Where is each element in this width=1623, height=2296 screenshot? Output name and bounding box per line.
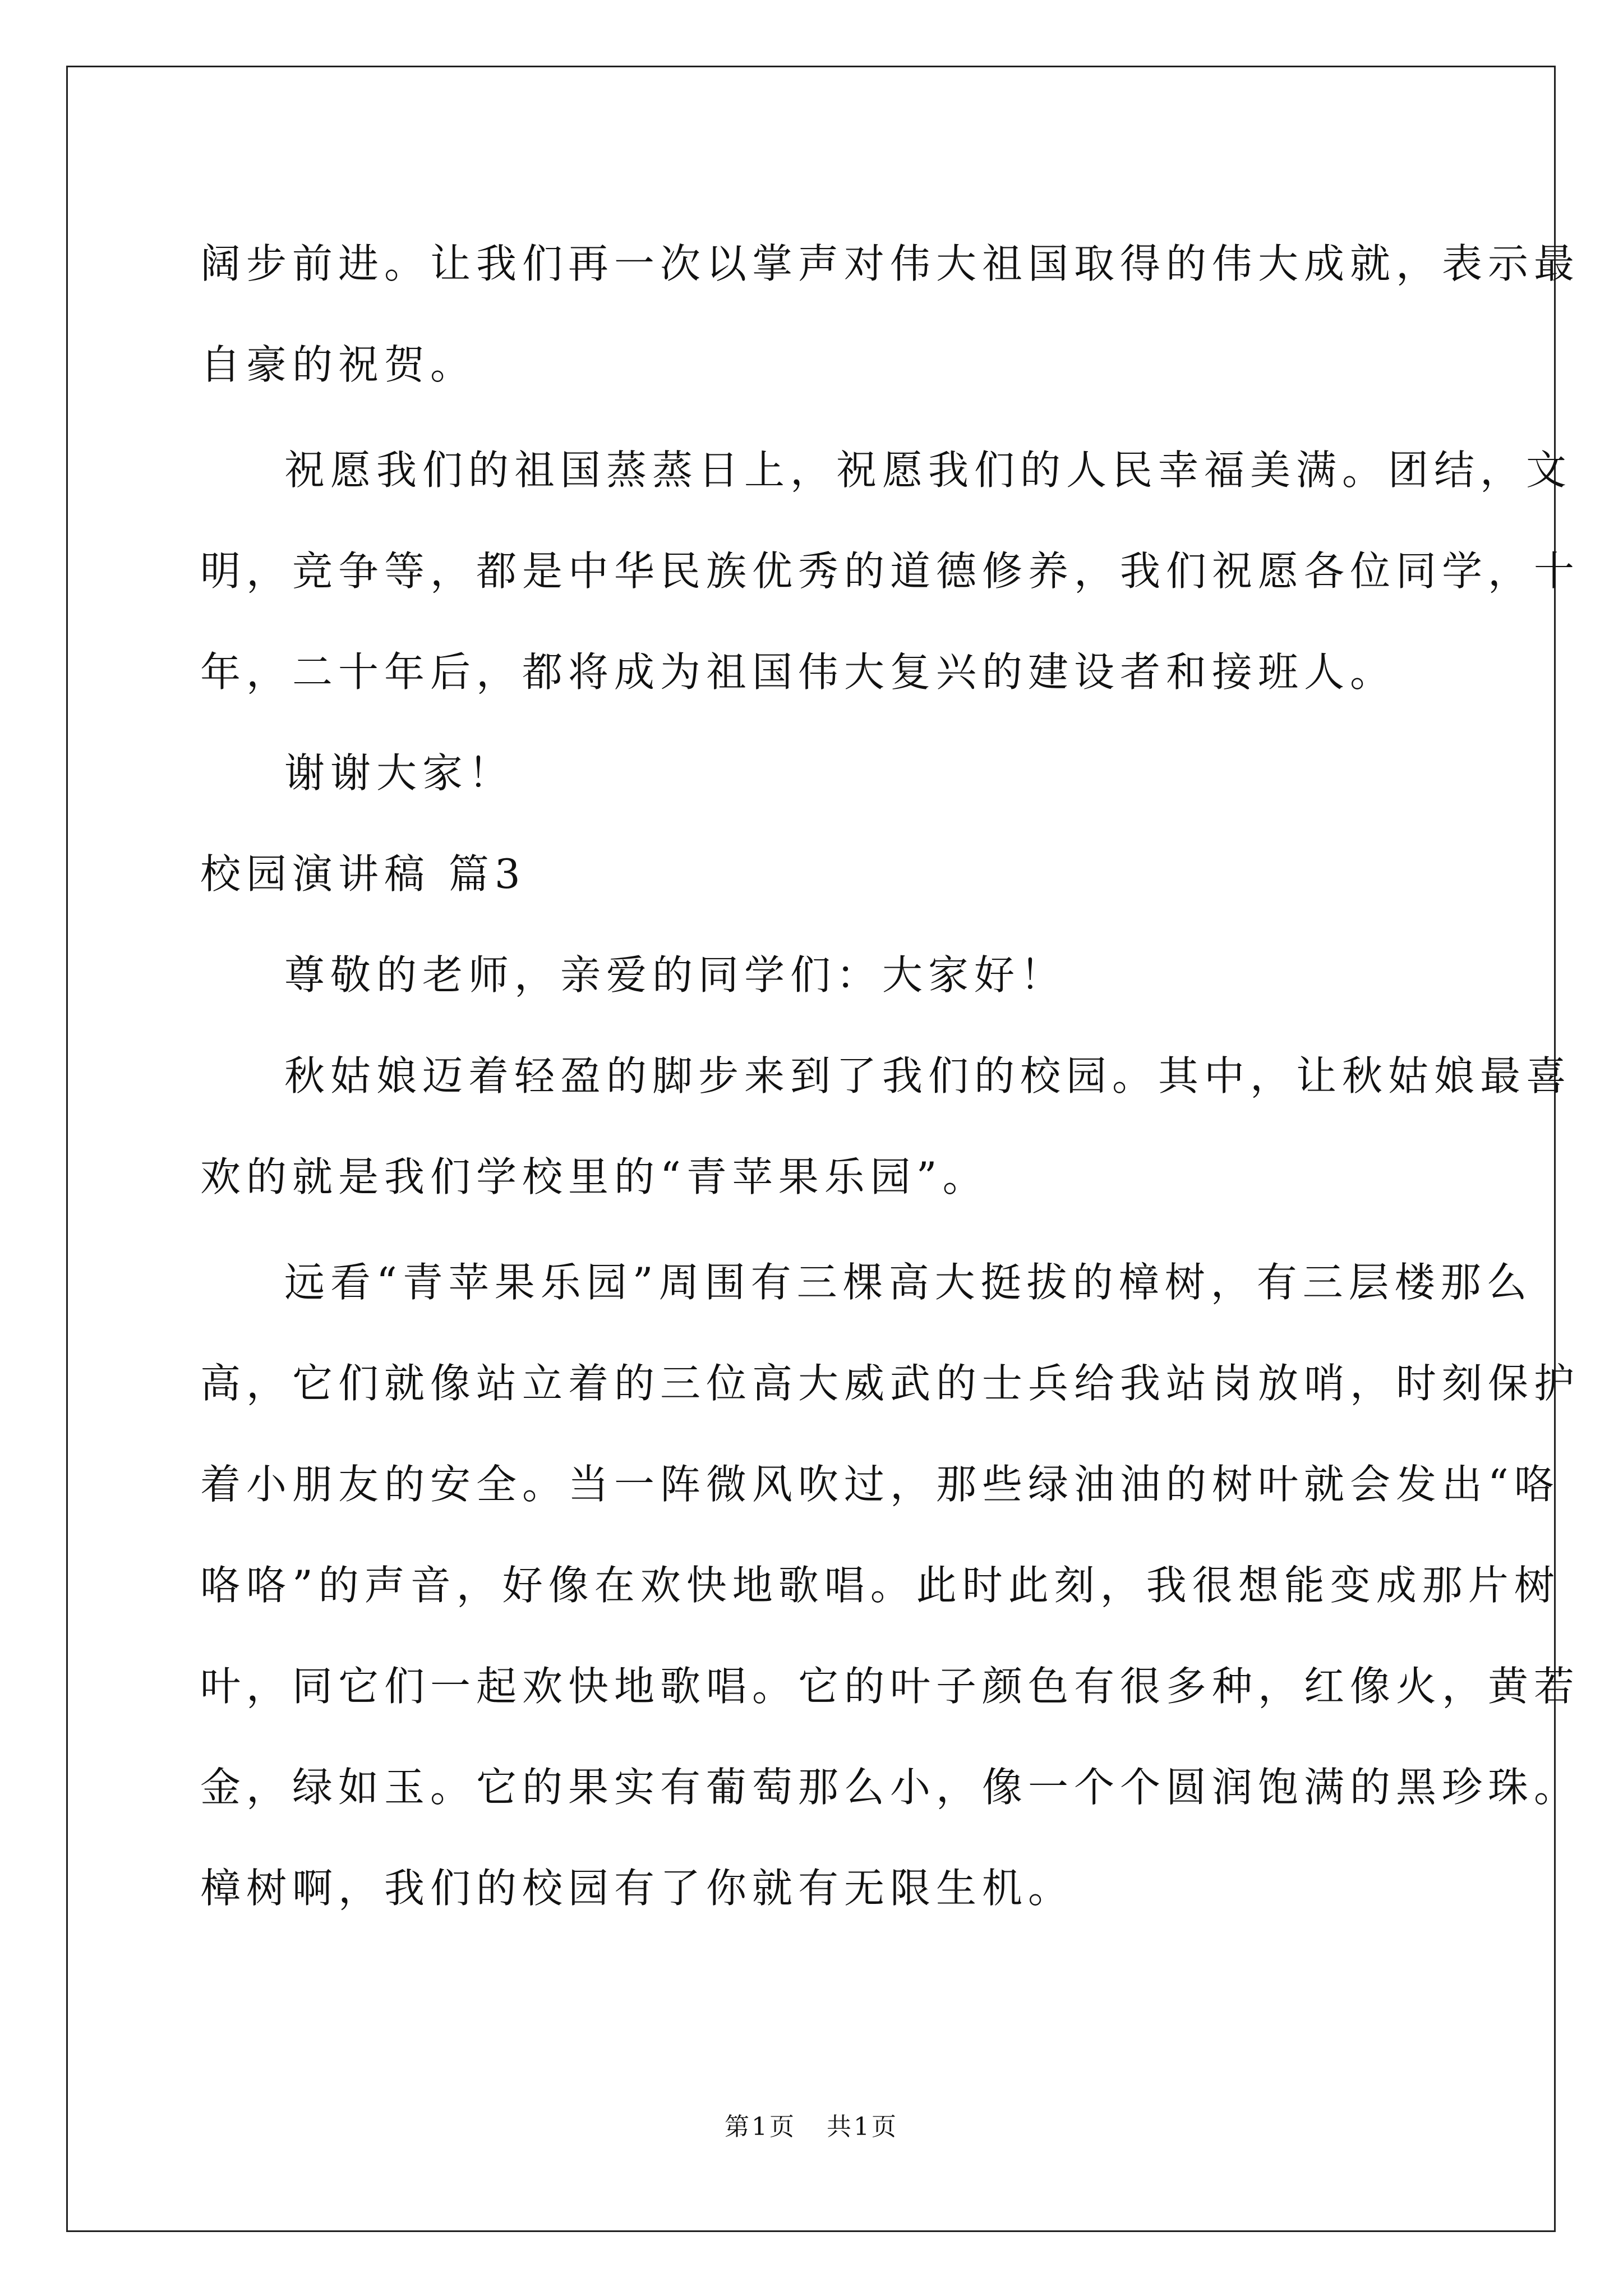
page-number-total: 共1页 — [827, 2113, 898, 2141]
text-line: 高，它们就像站立着的三位高大威武的士兵给我站岗放哨，时刻保护 — [200, 1360, 1580, 1407]
text-line: 自豪的祝贺。 — [200, 341, 477, 388]
document-body — [200, 213, 1580, 1939]
paragraph — [200, 1025, 1573, 1227]
text-line: 祝愿我们的祖国蒸蒸日上，祝愿我们的人民幸福美满。团结，文 — [284, 447, 1573, 494]
page-number-current: 第1页 — [725, 2113, 796, 2141]
text-line: 明，竞争等，都是中华民族优秀的道德修养，我们祝愿各位同学，十 — [200, 547, 1580, 595]
paragraph — [200, 1232, 1580, 1939]
paragraph — [200, 723, 1423, 823]
text-line: 年，二十年后，都将成为祖国伟大复兴的建设者和接班人。 — [200, 648, 1396, 696]
paragraph — [200, 213, 1580, 415]
text-line: 叶，同它们一起欢快地歌唱。它的叶子颜色有很多种，红像火，黄若 — [200, 1663, 1580, 1710]
text-line: 欢的就是我们学校里的“青苹果乐园”。 — [200, 1153, 989, 1200]
text-line: 校园演讲稿 篇3 — [200, 850, 526, 898]
text-line: 金，绿如玉。它的果实有葡萄那么小，像一个个圆润饱满的黑珍珠。 — [200, 1764, 1580, 1811]
text-line: 远看“青苹果乐园”周围有三棵高大挺拔的樟树，有三层楼那么 — [284, 1259, 1533, 1306]
text-line: 着小朋友的安全。当一阵微风吹过，那些绿油油的树叶就会发出“咯 — [200, 1461, 1560, 1508]
text-line: 尊敬的老师，亲爱的同学们：大家好！ — [284, 951, 1067, 999]
page-footer — [0, 2110, 1623, 2144]
text-line: 咯咯”的声音，好像在欢快地歌唱。此时此刻，我很想能变成那片树 — [200, 1562, 1560, 1609]
paragraph — [200, 420, 1580, 723]
text-line: 阔步前进。让我们再一次以掌声对伟大祖国取得的伟大成就，表示最 — [200, 240, 1580, 287]
text-line: 樟树啊，我们的校园有了你就有无限生机。 — [200, 1865, 1075, 1912]
text-line: 秋姑娘迈着轻盈的脚步来到了我们的校园。其中，让秋姑娘最喜 — [284, 1052, 1573, 1099]
paragraph — [200, 924, 1423, 1025]
text-line: 谢谢大家！ — [284, 749, 515, 797]
section-heading — [200, 823, 1423, 924]
